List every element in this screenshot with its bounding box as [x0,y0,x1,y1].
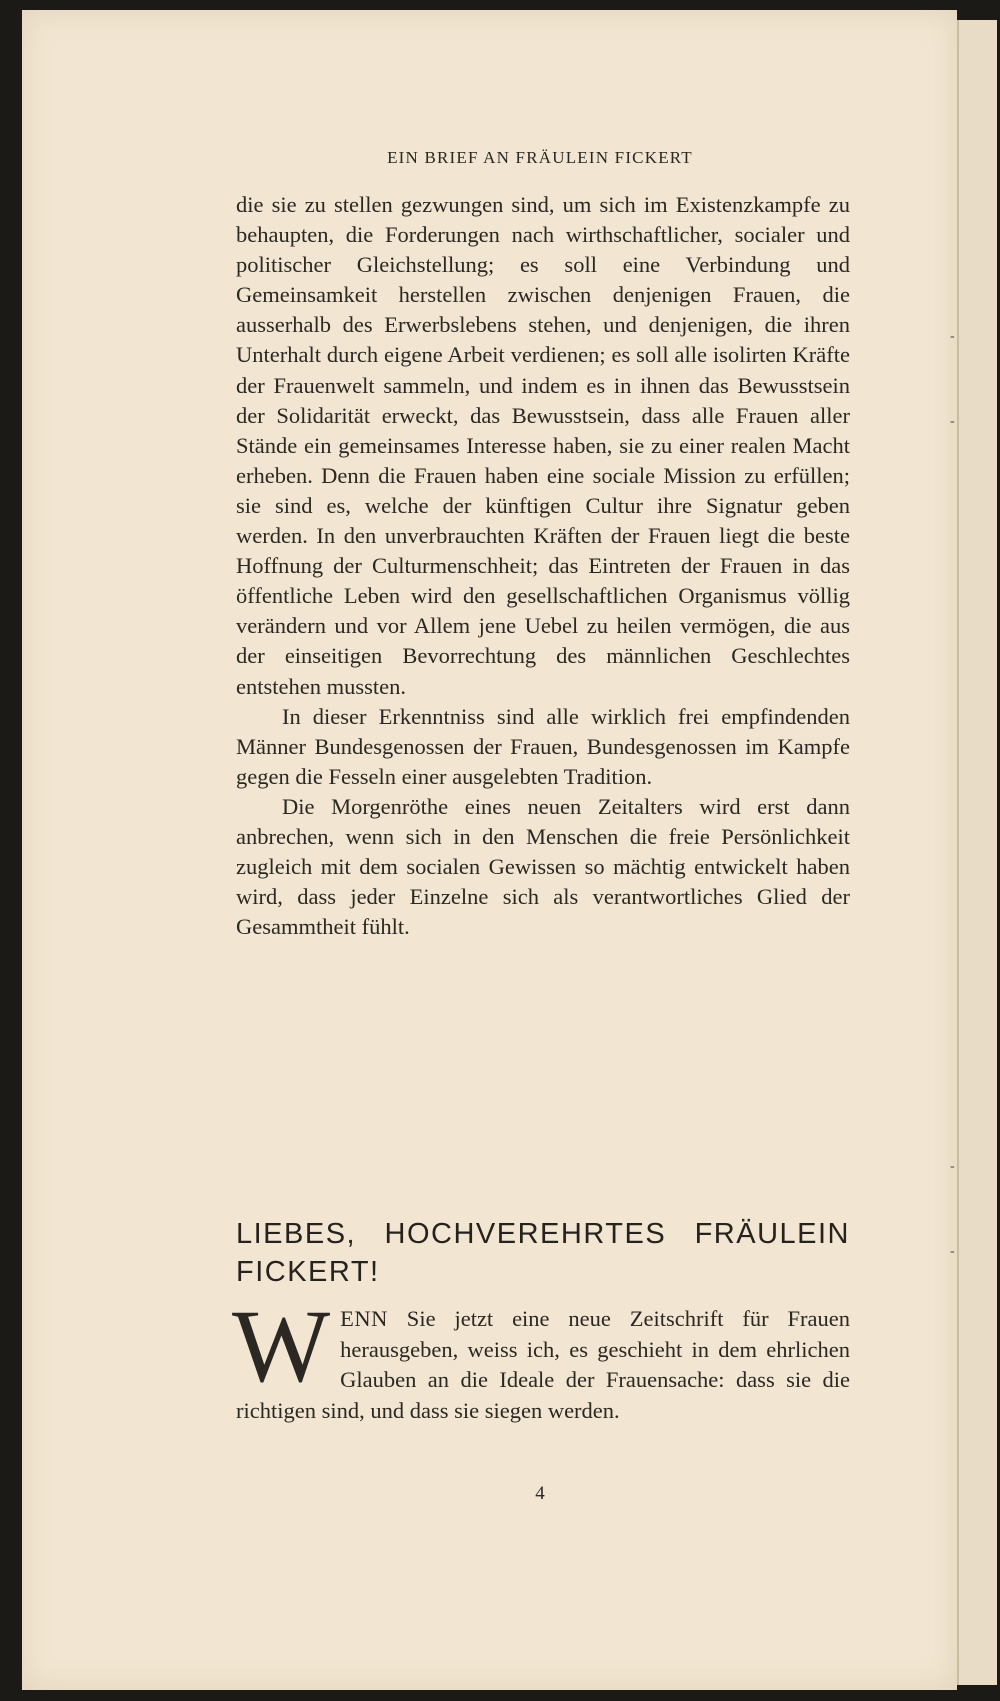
margin-mark: - [950,1244,955,1259]
running-head: EIN BRIEF AN FRÄULEIN FICKERT [387,148,693,167]
letter-text: Sie jetzt eine neue Zeitschrift für Frauen herausgeben, weiss ich, es geschieht in dem ehrlichen Glauben an die Ideale der Frauensache: dass sie die richtigen sind, und dass sie siegen werden. [236,1306,850,1423]
next-page-edge [957,20,997,1685]
letter-opening-word: ENN [340,1306,388,1331]
letter-salutation-heading: LIEBES, HOCHVEREHRTES FRÄULEIN FICKERT! [236,1218,850,1288]
paragraph: die sie zu stellen gezwungen sind, um sich im Existenzkampfe zu behaupten, die Forderungen nach wirthschaftlicher, socialer und politischer Gleichstellung; es soll eine Verbindung und Gemeinsamkeit herstellen zwischen denjenigen Frauen, die ausserhalb des Erwerbslebens stehen, und denjenigen, die ihren Unterhalt durch eigene Arbeit verdienen; es soll alle isolirten Kräfte der Frauenwelt sammeln, und indem es in ihnen das Bewusstsein der Solidarität erweckt, das Bewusstsein, dass alle Frauen aller Stände ein gemeinsames Interesse haben, sie zu einer realen Macht erheben. Denn die Frauen haben eine sociale Mission zu erfüllen; sie sind es, welche der künftigen Cultur ihre Signatur geben werden. In den unverbrauchten Kräften der Frauen liegt die beste Hoffnung der Culturmenschheit; das Eintreten der Frauen in das öffentliche Leben wird den gesellschaftlichen Organismus völlig verändern und vor Allem jene Uebel zu heilen vermögen, die aus der einseitigen Bevorrechtung des männlichen Geschlechtes entstehen mussten. [236,192,850,699]
letter-paragraph [232,1289,850,1426]
margin-mark: - [950,414,955,429]
margin-mark: - [950,329,955,344]
page-number: 4 [535,1483,545,1504]
drop-cap: W [232,1289,331,1404]
paragraph: In dieser Erkenntniss sind alle wirklich frei empfindenden Männer Bundesgenossen der Frauen, Bundesgenossen im Kampfe gegen die Fesseln einer ausgelebten Tradition. [236,703,850,789]
paragraph: Die Morgenröthe eines neuen Zeitalters wird erst dann anbrechen, wenn sich in den Menschen die freie Persönlichkeit zugleich mit dem socialen Gewissen so mächtig entwickelt haben wird, dass jeder Einzelne sich als verantwortliches Glied der Gesammtheit fühlt. [236,793,850,940]
body-text [236,190,850,942]
margin-mark: - [950,1159,955,1174]
